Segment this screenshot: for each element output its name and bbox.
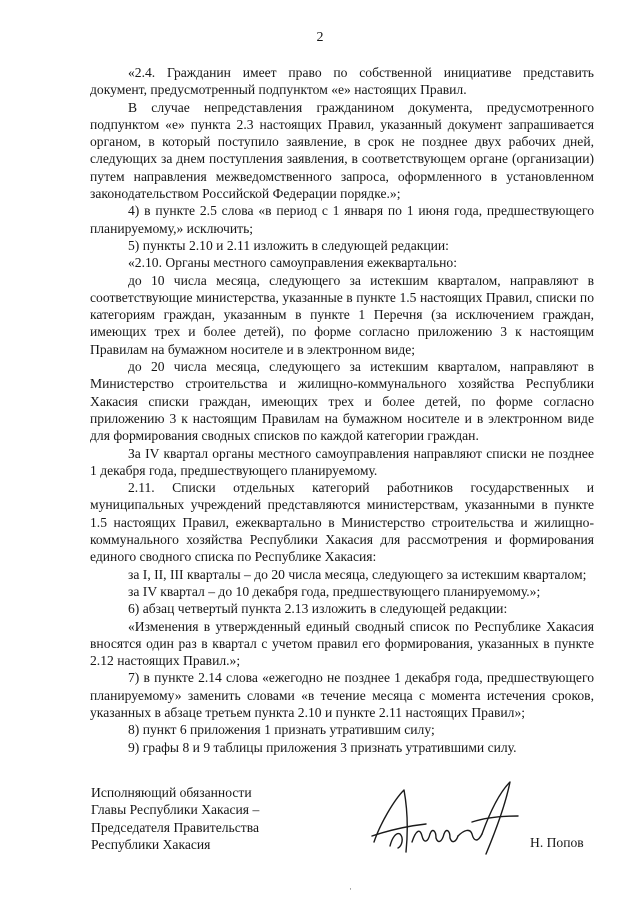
paragraph: За IV квартал органы местного самоуправления направляют списки не позднее 1 декабря года, предшествующего планируемому. (90, 445, 594, 478)
paragraph: 6) абзац четвертый пункта 2.13 изложить в следующей редакции: (128, 601, 508, 617)
handwritten-signature (368, 772, 528, 862)
paragraph: «2.10. Органы местного самоуправления ежеквартально: (128, 255, 458, 271)
paragraph: 7) в пункте 2.14 слова «ежегодно не позднее 1 декабря года, предшествующего планируемому» заменить словами «в течение месяца с момента истечения сроков, указанных в абзаце третьем пункта 2.10 и пункте 2.11 настоящих Правил»; (90, 670, 594, 720)
document-body (90, 64, 594, 756)
signatory-title-line: Исполняющий обязанности (91, 785, 252, 800)
signatory-title-line: Республики Хакасия (91, 836, 211, 852)
paragraph: до 10 числа месяца, следующего за истекшим кварталом, направляют в соответствующие министерства, указанные в пункте 1.5 настоящих Правил, списки по категориям граждан, указанным в пункте 1 Перечня (за исключением граждан, имеющих трех и более детей), по форме согласно приложению 3 к настоящим Правилам на бумажном носителе и в электронном виде; (90, 272, 594, 357)
signatory-title (91, 784, 259, 853)
scan-mark: · (349, 884, 352, 894)
paragraph: «2.4. Гражданин имеет право по собственной инициативе представить документ, предусмотренный подпунктом «е» настоящих Правил. (90, 65, 594, 98)
paragraph: 2.11. Списки отдельных категорий работников государственных и муниципальных учреждений представляются министерствам, указанными в пункте 1.5 настоящих Правил, ежеквартально в Министерство строительства и жилищно-коммунального хозяйства Республики Хакасия для рассмотрения и формирования единого сводного списка по Республике Хакасия: (90, 480, 594, 565)
paragraph: 8) пункт 6 приложения 1 признать утратившим силу; (128, 722, 435, 738)
signatory-title-line: Председателя Правительства (91, 819, 259, 835)
paragraph: «Изменения в утвержденный единый сводный список по Республике Хакасия вносятся один раз в квартал с учетом правил его формирования, указанных в пункте 2.12 настоящих Правил.»; (90, 618, 594, 669)
paragraph: В случае непредставления гражданином документа, предусмотренного подпунктом «е» пункта 2.3 настоящих Правил, указанный документ запрашивается органом, в который поступило заявление, в срок не позднее двух рабочих дней, следующих за днем поступления заявления, в соответствующем органе (организации) путем направления межведомственного запроса, оформленного в установленном законодательством Российской Федерации порядке.»; (90, 99, 594, 202)
paragraph: 4) в пункте 2.5 слова «в период с 1 января по 1 июня года, предшествующего планируемому,» исключить; (90, 203, 594, 236)
paragraph: 9) графы 8 и 9 таблицы приложения 3 признать утратившими силу. (128, 739, 517, 755)
paragraph: 5) пункты 2.10 и 2.11 изложить в следующей редакции: (128, 237, 449, 253)
paragraph: за IV квартал – до 10 декабря года, предшествующего планируемому.»; (128, 583, 541, 599)
paragraph: до 20 числа месяца, следующего за истекшим кварталом, направляют в Министерство строительства и жилищно-коммунального хозяйства Республики Хакасия списки граждан, имеющих трех и более детей, по форме согласно приложению 3 к настоящим Правилам на бумажном носителе и в электронном виде для формирования сводных списков по каждой категории граждан. (90, 359, 594, 444)
page-number: 2 (316, 30, 324, 45)
signatory-title-line: Главы Республики Хакасия – (91, 802, 260, 818)
signer-name: Н. Попов (530, 835, 584, 850)
paragraph: за I, II, III кварталы – до 20 числа месяца, следующего за истекшим кварталом; (128, 566, 587, 582)
